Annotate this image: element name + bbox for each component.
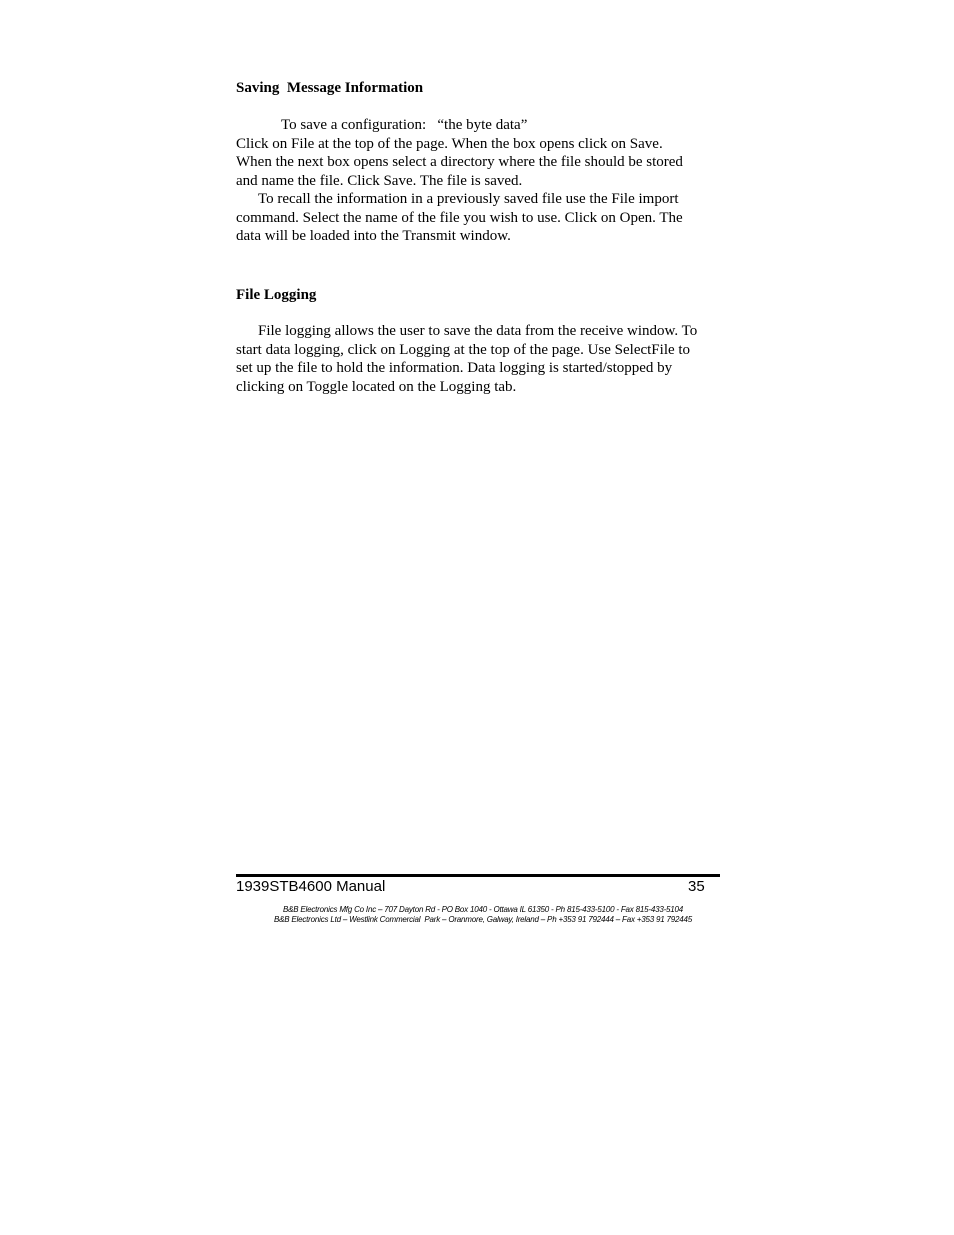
section-heading-saving-message-information: Saving Message Information — [236, 80, 424, 96]
paragraph-line: Click on File at the top of the page. When the box opens click on Save. — [236, 135, 663, 152]
paragraph-line: To save a configuration: “the byte data” — [281, 117, 528, 133]
footer-divider — [236, 874, 720, 877]
paragraph-line: and name the file. Click Save. The file is saved. — [236, 172, 523, 189]
section-heading-file-logging: File Logging — [236, 287, 317, 303]
saving-message-paragraphs — [236, 116, 720, 246]
footer-address-ireland: B&B Electronics Ltd – Westlink Commercial Park – Oranmore, Galway, Ireland – Ph +353 91 792444 – Fax +353 91 792445 — [273, 915, 693, 924]
paragraph-line: set up the file to hold the information. Data logging is started/stopped by — [236, 360, 673, 376]
paragraph-line: To recall the information in a previously saved file use the File import — [258, 191, 679, 207]
paragraph-line: clicking on Toggle located on the Logging tab. — [236, 378, 517, 395]
file-logging-paragraphs — [236, 322, 720, 396]
paragraph-line: File logging allows the user to save the data from the receive window. To — [258, 323, 698, 339]
paragraph-line: data will be loaded into the Transmit window. — [236, 228, 511, 244]
paragraph-line: When the next box opens select a directory where the file should be stored — [236, 154, 683, 170]
paragraph-line: command. Select the name of the file you wish to use. Click on Open. The — [236, 209, 683, 226]
footer-address-us: B&B Electronics Mfg Co Inc – 707 Dayton Rd - PO Box 1040 - Ottawa IL 61350 - Ph 815-433-5100 - Fax 815-433-5104 — [282, 905, 684, 914]
footer-manual-title: 1939STB4600 Manual — [236, 878, 386, 895]
footer-page-number: 35 — [688, 878, 705, 895]
paragraph-line: start data logging, click on Logging at the top of the page. Use SelectFile to — [236, 341, 691, 358]
